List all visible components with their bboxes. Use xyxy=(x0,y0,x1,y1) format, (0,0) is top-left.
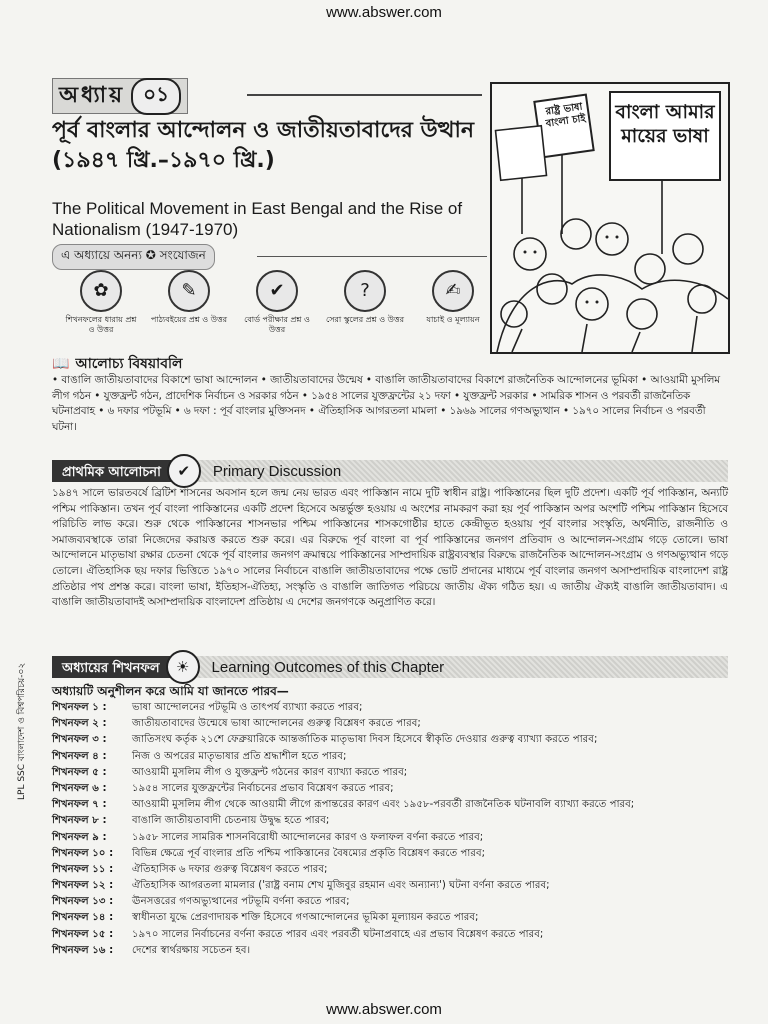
special-additions-label xyxy=(52,244,215,270)
outcomes-en: Learning Outcomes of this Chapter xyxy=(211,658,445,676)
list-item xyxy=(52,813,728,829)
outcomes-intro: অধ্যায়টি অনুশীলন করে আমি যা জানতে পারব— xyxy=(52,684,289,698)
outcome-text: আওয়ামী মুসলিম লীগ থেকে আওয়ামী লীগে রূপান্তরের কারণ এবং ১৯৫৮-পরবর্তী রাজনৈতিক ঘটনাবলি ব্যাখ্যা করতে পারব; xyxy=(132,799,635,811)
list-item xyxy=(52,749,728,765)
textbook-icon: ✎ xyxy=(168,270,210,312)
feature-label: বোর্ড পরীক্ষার প্রশ্ন ও উত্তর xyxy=(244,315,310,334)
list-item xyxy=(52,700,728,716)
side-book-label: LPL SSC বাংলাদেশ ও বিশ্বপরিচয়-০২ xyxy=(17,662,27,800)
site-url-top: www.abswer.com xyxy=(326,4,442,21)
chapter-title-bn: পূর্ব বাংলার আন্দোলন ও জাতীয়তাবাদের উত্থান (১৯৪৭ খ্রি.–১৯৭০ খ্রি.) xyxy=(52,118,475,173)
primary-discussion-text: ১৯৪৭ সালে ভারতবর্ষে ব্রিটিশ শাসনের অবসান হলে জন্ম নেয় ভারত এবং পাকিস্তান নামে দুটি স্বাধীন রাষ্ট্র। পাকিস্তানের ছিল দুটি প্রদেশ। একটি পূর্ব পাকিস্তান, অন্যটি পশ্চিম পাকিস্তান। তখন পূর্ব বাংলা পাকিস্তানের একটি প্রদেশ হিসেবে অন্তর্ভুক্ত হওয়ায় এ অংশের নামকরণ করা হয় পূর্ব পাকিস্তান অপর অংশটি পশ্চিম পাকিস্তান হিসেবে পরিচিতি লাভ করে। শুরু থেকে পাকিস্তানের শাসনভার পশ্চিম পাকিস্তানের শাসকগোষ্ঠীর হাতে কেন্দ্রীভূত হওয়ায় পূর্ব বাংলার সংস্কৃতি, অর্থনীতি, রাজনীতি ও সমাজব্যবস্থাকে তারা নিজেদের করায়ত্ত করতে শুরু করে। এর বিরুদ্ধে পূর্ব বাংলা বা পূর্ব পাকিস্তানের জনগণ প্রতিবাদ ও আন্দোলন-সংগ্রাম গড়ে তোলে। ভাষা আন্দোলনে মাতৃভাষা রক্ষার চেতনা থেকে পূর্ব বাংলার জনগণ ক্রমান্বয়ে পাকিস্তানের সাম্প্রদায়িক রাষ্ট্রব্যবস্থার বিরুদ্ধে রাজনৈতিক আন্দোলন-সংগ্রাম ও গণঅভ্যুত্থান গড়ে তোলে। ঐতিহাসিক ছয় দফার ভিত্তিতে ১৯৭০ সালের নির্বাচনে বাঙালি জাতীয়তাবাদের পক্ষে ভোট প্রদানের মাধ্যমে পূর্ব বাংলার জনগণ অসাম্প্রদায়িক বাংলাদেশ রাষ্ট্র প্রতিষ্ঠার পথ প্রশস্ত করে। বাংলা ভাষা, ইতিহাস-ঐতিহ্য, সংস্কৃতি ও বাঙালি জাতিগত পরিচয়ে জাতীয় ঐক্য গঠিত হয়। এ জাতীয় ঐক্যই বাঙালি জাতীয়তাবাদ। এ বাঙালি জাতীয়তাবাদই অসাম্প্রদায়িক বাংলাদেশ প্রতিষ্ঠায় এ দেশের জনগণকে অনুপ্রাণিত করে। xyxy=(52,487,728,609)
language-movement-illustration xyxy=(490,82,730,354)
list-item xyxy=(52,910,728,926)
outcome-label: শিখনফল ১৫ : xyxy=(52,928,114,940)
feature-assessment xyxy=(414,270,492,335)
outcome-text: স্বাধীনতা যুদ্ধে প্রেরণাদায়ক শক্তি হিসেবে গণআন্দোলনের ভূমিকা মূল্যায়ন করতে পারব; xyxy=(132,912,479,924)
outcome-label: শিখনফল ১ : xyxy=(52,702,107,713)
list-item xyxy=(52,830,728,846)
site-url-bottom: www.abswer.com xyxy=(326,1001,442,1018)
book-page xyxy=(42,70,730,990)
list-item xyxy=(52,781,728,797)
feature-label: পাঠ্যবইয়ের প্রশ্ন ও উত্তর xyxy=(150,315,228,324)
outcome-text: ঐতিহাসিক আগরতলা মামলার ('রাষ্ট্র বনাম শেখ মুজিবুর রহমান এবং অন্যান্য') ঘটনা বর্ণনা করতে পারব; xyxy=(132,880,550,892)
feature-textbook xyxy=(150,270,228,335)
learning-icon: ✿ xyxy=(80,270,122,312)
feature-label: শিখনফলের ধারায় প্রশ্ন ও উত্তর xyxy=(65,315,137,334)
outcome-label: শিখনফল ৮ : xyxy=(52,815,107,827)
outcome-text: ঐতিহাসিক ৬ দফার গুরুত্ব বিশ্লেষণ করতে পারব; xyxy=(132,863,328,875)
outcome-label: শিখনফল ১৪ : xyxy=(52,912,114,924)
outcome-text: বাঙালি জাতীয়তাবাদী চেতনায় উদ্বুদ্ধ হতে পারব; xyxy=(132,815,330,827)
outcome-label: শিখনফল ১১ : xyxy=(52,863,114,875)
outcome-text: জাতীয়তাবাদের উন্মেষে ভাষা আন্দোলনের গুরুত্ব বিশ্লেষণ করতে পারব; xyxy=(132,718,421,730)
outcome-label: শিখনফল ৫ : xyxy=(52,766,107,778)
question-icon: ? xyxy=(344,270,386,312)
primary-en: Primary Discussion xyxy=(212,462,342,480)
outcome-text: বিভিন্ন ক্ষেত্রে পূর্ব বাংলার প্রতি পশ্চিম পাকিস্তানের বৈষম্যের প্রকৃতি বিশ্লেষণ করতে পারব; xyxy=(132,847,486,859)
list-item xyxy=(52,927,728,943)
outcome-label: শিখনফল ২ : xyxy=(52,718,107,730)
chapter-badge xyxy=(52,78,188,114)
outcome-text: ১৯৭০ সালের নির্বাচনের বর্ণনা করতে পারব এবং পরবর্তী ঘটনাপ্রবাহে এর প্রভাব বিশ্লেষণ করতে পারব; xyxy=(132,928,544,940)
outcome-label: শিখনফল ১২ : xyxy=(52,880,114,892)
list-item xyxy=(52,846,728,862)
primary-discussion-bar xyxy=(52,460,728,482)
chapter-word: অধ্যায় xyxy=(59,82,126,108)
outcome-text: নিজ ও অপরের মাতৃভাষার প্রতি শ্রদ্ধাশীল হতে পারব; xyxy=(132,750,347,762)
topics-heading-text: আলোচ্য বিষয়াবলি xyxy=(75,356,183,372)
outcome-text: ১৯৫৮ সালের সামরিক শাসনবিরোধী আন্দোলনের কারণ ও ফলাফল বর্ণনা করতে পারব; xyxy=(132,831,484,843)
primary-bn: প্রাথমিক আলোচনা xyxy=(52,460,171,482)
outcome-label: শিখনফল ১০ : xyxy=(52,847,114,859)
bulb-icon: ☀ xyxy=(166,650,200,684)
assessment-icon: ✍ xyxy=(432,270,474,312)
chapter-number: ০১ xyxy=(131,78,181,115)
divider xyxy=(247,94,482,96)
outcome-text: ভাষা আন্দোলনের পটভূমি ও তাৎপর্য ব্যাখ্যা করতে পারব; xyxy=(132,702,363,713)
list-item xyxy=(52,894,728,910)
list-item xyxy=(52,943,728,959)
special-additions-text: এ অধ্যায়ে অনন্য ✪ সংযোজন xyxy=(61,248,206,262)
outcome-text: ঊনসত্তরের গণঅভ্যুত্থানের পটভূমি বর্ণনা করতে পারব; xyxy=(132,896,350,908)
list-item xyxy=(52,765,728,781)
outcome-label: শিখনফল ১৩ : xyxy=(52,896,114,908)
outcome-label: শিখনফল ৭ : xyxy=(52,799,107,811)
feature-icons xyxy=(62,270,492,335)
outcome-text: আওয়ামী মুসলিম লীগ ও যুক্তফ্রন্ট গঠনের কারণ ব্যাখ্যা করতে পারব; xyxy=(132,766,408,778)
list-item xyxy=(52,878,728,894)
feature-label: যাচাই ও মূল্যায়ন xyxy=(426,315,480,324)
feature-label: সেরা স্কুলের প্রশ্ন ও উত্তর xyxy=(326,315,405,324)
list-item xyxy=(52,732,728,748)
outcome-text: জাতিসংঘ কর্তৃক ২১শে ফেব্রুয়ারিকে আন্তর্জাতিক মাতৃভাষা দিবস হিসেবে স্বীকৃতি দেওয়ার গুরুত্ব ব্যাখ্যা করতে পারব; xyxy=(132,734,598,746)
list-item xyxy=(52,797,728,813)
outcome-label: শিখনফল ৯ : xyxy=(52,831,107,843)
check-icon: ✔ xyxy=(167,454,201,488)
outcomes-list xyxy=(52,700,728,959)
outcomes-bn: অধ্যায়ের শিখনফল xyxy=(52,656,170,678)
outcome-label: শিখনফল ৩ : xyxy=(52,734,107,746)
chapter-title-en: The Political Movement in East Bengal and the Rise of Nationalism (1947-1970) xyxy=(52,199,463,239)
feature-best-school xyxy=(326,270,404,335)
outcome-label: শিখনফল ৬ : xyxy=(52,782,107,794)
book-icon: 📖 xyxy=(52,356,70,372)
outcome-text: দেশের স্বার্থরক্ষায় সচেতন হব। xyxy=(132,944,251,956)
outcome-text: ১৯৫৪ সালের যুক্তফ্রন্টের নির্বাচনের প্রভাব বিশ্লেষণ করতে পারব; xyxy=(132,782,394,794)
poster-sign-large: বাংলা আমার মায়ের ভাষা xyxy=(615,101,715,147)
poster-sign-small: রাষ্ট্র ভাষা বাংলা চাই xyxy=(544,101,587,130)
list-item xyxy=(52,716,728,732)
list-item xyxy=(52,862,728,878)
learning-outcomes-bar xyxy=(52,656,728,678)
outcome-label: শিখনফল ১৬ : xyxy=(52,944,114,956)
divider xyxy=(257,256,487,257)
feature-board xyxy=(238,270,316,335)
outcome-label: শিখনফল ৪ : xyxy=(52,750,107,762)
topics-list: • বাঙালি জাতীয়তাবাদের বিকাশে ভাষা আন্দোলন • জাতীয়তাবাদের উন্মেষ • বাঙালি জাতীয়তাবাদের বিকাশে রাজনৈতিক আন্দোলনের ভূমিকা • আওয়ামী মুসলিম লীগ গঠন • যুক্তফ্রন্ট গঠন, প্রাদেশিক নির্বাচন ও সরকার গঠন • ১৯৫৪ সালের যুক্তফ্রন্টের ২১ দফা • যুক্তফ্রন্ট সরকার • সামরিক শাসন ও পরবর্তী রাজনৈতিক ঘটনাপ্রবাহ • ৬ দফার পটভূমি • ৬ দফা : পূর্ব বাংলার মুক্তিসনদ • ঐতিহাসিক আগরতলা মামলা • ১৯৬৯ সালের গণঅভ্যুত্থান • ১৯৭০ সালের নির্বাচন ও পরবর্তী ঘটনা। xyxy=(52,374,720,433)
board-icon: ✔ xyxy=(256,270,298,312)
feature-learning xyxy=(62,270,140,335)
